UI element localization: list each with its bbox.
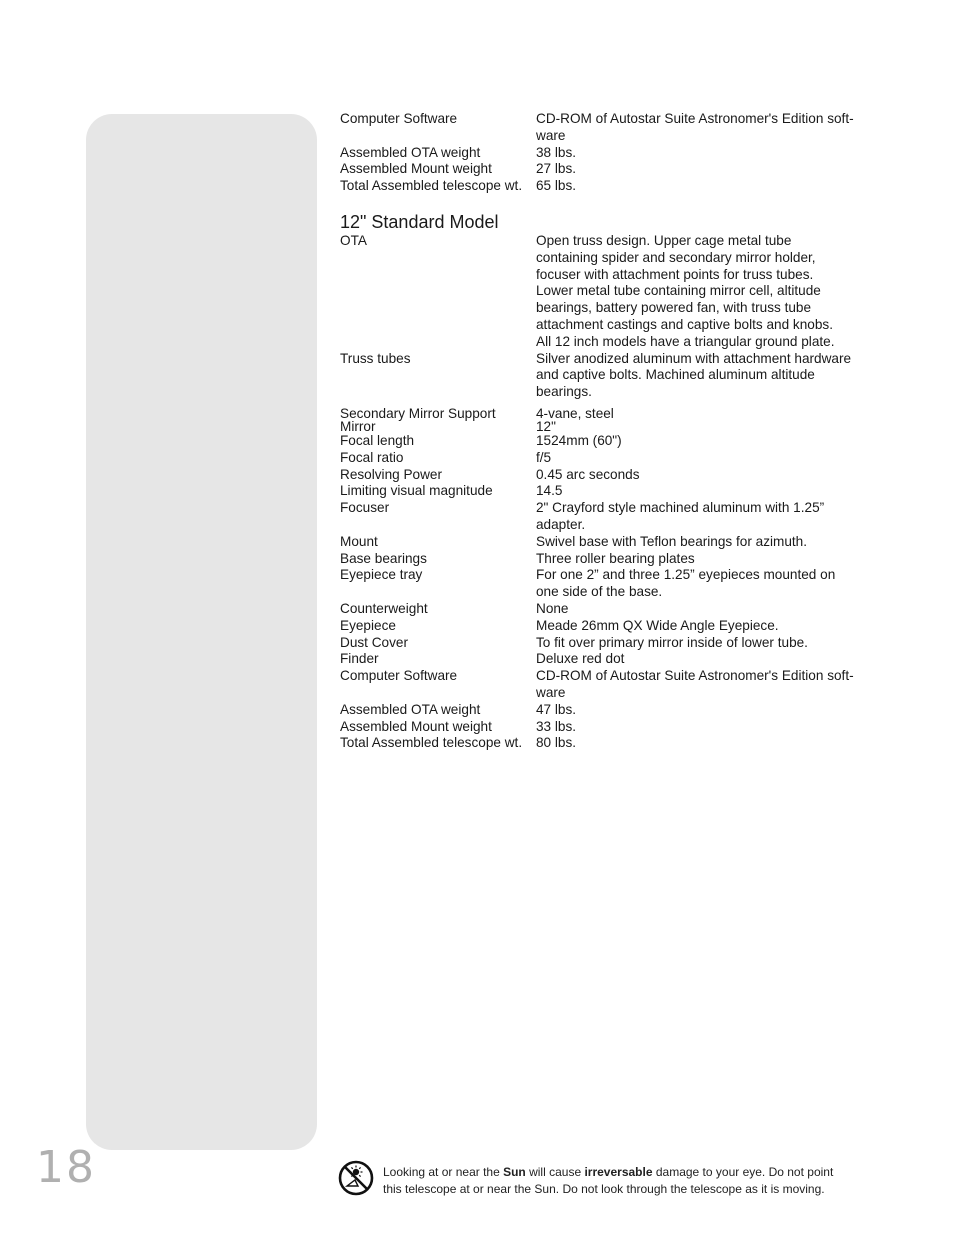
spec-row xyxy=(340,551,870,568)
warning-irreversable-emphasis: irreversable xyxy=(584,1165,653,1179)
spec-row xyxy=(340,567,870,601)
spec-row xyxy=(340,534,870,551)
spec-value: 27 lbs. xyxy=(536,161,577,177)
warning-text-part: Looking at or near the xyxy=(383,1165,504,1179)
spec-label: Focal length xyxy=(340,432,415,448)
sun-warning xyxy=(338,1158,858,1202)
spec-row xyxy=(340,407,870,420)
spec-row xyxy=(340,450,870,467)
spec-value: 47 lbs. xyxy=(536,701,577,717)
spec-row xyxy=(340,601,870,618)
spec-value: 14.5 xyxy=(536,483,563,499)
spec-row xyxy=(340,668,870,702)
spec-value: Meade 26mm QX Wide Angle Eyepiece. xyxy=(536,617,779,633)
warning-text-part: damage to your eye. Do not point xyxy=(652,1165,834,1179)
spec-value: Open truss design. Upper cage metal tube containing spider and secondary mirror holder, focuser with attachment points for truss tubes. Lower metal tube containing mirror cell, altitude bearings, battery powered fan, with truss tube attachment castings and captive bolts and knobs. All 12 inch models have a triangular ground plate. xyxy=(536,232,835,349)
spec-label: Computer Software xyxy=(340,668,458,684)
spec-value: CD-ROM of Autostar Suite Astronomer's Edition soft- ware xyxy=(536,668,854,700)
spec-row xyxy=(340,161,870,178)
spec-row xyxy=(340,500,870,534)
spec-value: f/5 xyxy=(536,449,552,465)
no-sun-viewing-icon xyxy=(338,1160,374,1196)
section-title: 12" Standard Model xyxy=(340,211,499,232)
warning-text xyxy=(383,1164,853,1198)
spec-label: Total Assembled telescope wt. xyxy=(340,178,523,194)
spec-value: None xyxy=(536,600,569,616)
spec-row xyxy=(340,719,870,736)
spec-row xyxy=(340,467,870,484)
spec-value: 80 lbs. xyxy=(536,735,577,751)
spec-label: Mirror xyxy=(340,418,376,434)
spec-value: For one 2” and three 1.25” eyepieces mounted on one side of the base. xyxy=(536,567,836,600)
warning-text-part: will cause xyxy=(525,1165,585,1179)
spec-label: Eyepiece tray xyxy=(340,567,423,583)
spec-value: 4-vane, steel xyxy=(536,405,614,421)
spec-value: 0.45 arc seconds xyxy=(536,466,640,482)
sidebar-panel xyxy=(86,114,317,1150)
spec-value: Silver anodized aluminum with attachment hardware and captive bolts. Machined aluminum altitude bearings. xyxy=(536,350,852,400)
spec-value: CD-ROM of Autostar Suite Astronomer's Edition soft- ware xyxy=(536,111,854,143)
spec-row xyxy=(340,111,870,145)
spec-row xyxy=(340,635,870,652)
spec-value: Three roller bearing plates xyxy=(536,550,695,566)
spec-row xyxy=(340,433,870,450)
spec-row xyxy=(340,420,870,433)
spec-value: 38 lbs. xyxy=(536,144,577,160)
spec-row xyxy=(340,178,870,195)
spec-value: Swivel base with Teflon bearings for azimuth. xyxy=(536,533,808,549)
spec-label: Dust Cover xyxy=(340,634,408,650)
spec-label: Truss tubes xyxy=(340,350,411,366)
spec-label: Base bearings xyxy=(340,550,427,566)
spec-value: To fit over primary mirror inside of lower tube. xyxy=(536,634,808,650)
spec-label: Limiting visual magnitude xyxy=(340,483,493,499)
spec-label: Assembled OTA weight xyxy=(340,144,481,160)
spec-label: Computer Software xyxy=(340,111,458,126)
spec-value: Deluxe red dot xyxy=(536,651,625,667)
spec-row xyxy=(340,145,870,162)
spec-label: Secondary Mirror Support xyxy=(340,405,496,421)
spec-label: Assembled Mount weight xyxy=(340,718,492,734)
spec-label: Resolving Power xyxy=(340,466,442,482)
spec-label: Focuser xyxy=(340,500,390,516)
top-specs-list xyxy=(340,111,870,195)
warning-sun-emphasis: Sun xyxy=(503,1165,526,1179)
spec-label: Focal ratio xyxy=(340,449,404,465)
spec-label: Counterweight xyxy=(340,600,428,616)
spec-value: 33 lbs. xyxy=(536,718,577,734)
spec-row xyxy=(340,233,870,351)
warning-text-line2: this telescope at or near the Sun. Do not look through the telescope as it is moving. xyxy=(383,1182,825,1196)
spec-row xyxy=(340,618,870,635)
page-number: 18 xyxy=(36,1142,96,1193)
section-specs-list xyxy=(340,233,870,752)
spec-label: Eyepiece xyxy=(340,617,396,633)
spec-row xyxy=(340,651,870,668)
spec-value: 2" Crayford style machined aluminum with 1.25” adapter. xyxy=(536,500,825,532)
spec-row xyxy=(340,702,870,719)
spec-row xyxy=(340,483,870,500)
spec-row xyxy=(340,351,870,401)
spec-value: 65 lbs. xyxy=(536,178,577,194)
spec-value: 12" xyxy=(536,418,556,434)
spec-label: OTA xyxy=(340,232,367,248)
spec-label: Assembled OTA weight xyxy=(340,701,481,717)
spec-value: 1524mm (60") xyxy=(536,432,622,448)
spec-label: Mount xyxy=(340,533,378,549)
spec-row xyxy=(340,735,870,752)
spec-label: Finder xyxy=(340,651,379,667)
spec-content xyxy=(340,111,870,752)
spec-label: Total Assembled telescope wt. xyxy=(340,735,523,751)
spec-label: Assembled Mount weight xyxy=(340,161,492,177)
